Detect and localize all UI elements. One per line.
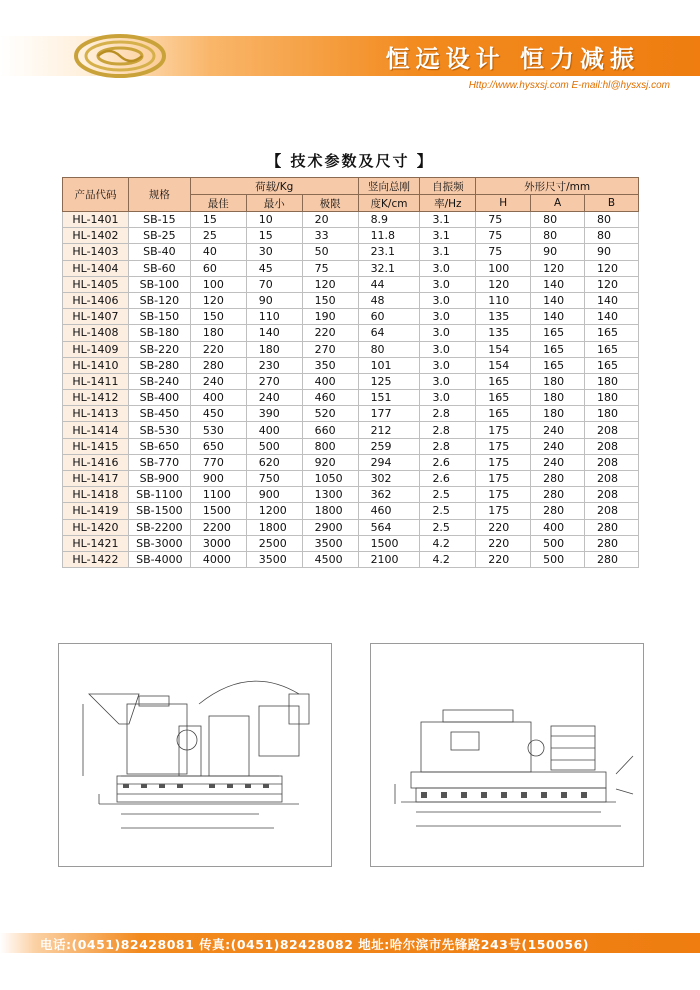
cell-value: 240 bbox=[531, 438, 585, 454]
cell-value: 1300 bbox=[302, 487, 358, 503]
cell-value: 48 bbox=[358, 292, 420, 308]
header-dim-a: A bbox=[531, 195, 585, 212]
cell-value: 280 bbox=[585, 519, 639, 535]
cell-value: 230 bbox=[246, 357, 302, 373]
table-row bbox=[63, 487, 639, 503]
cell-value: 3.1 bbox=[420, 228, 476, 244]
cell-value: 220 bbox=[476, 519, 531, 535]
cell-value: 80 bbox=[531, 212, 585, 228]
cell-value: 32.1 bbox=[358, 260, 420, 276]
cell-value: 10 bbox=[246, 212, 302, 228]
cell-value: 180 bbox=[585, 390, 639, 406]
cell-value: 64 bbox=[358, 325, 420, 341]
cell-code: HL-1417 bbox=[63, 471, 129, 487]
cell-value: 125 bbox=[358, 373, 420, 389]
cell-code: HL-1411 bbox=[63, 373, 129, 389]
cell-value: 280 bbox=[531, 471, 585, 487]
cell-value: 240 bbox=[531, 422, 585, 438]
cell-value: 4.2 bbox=[420, 551, 476, 567]
cell-value: 3.1 bbox=[420, 244, 476, 260]
cell-value: 175 bbox=[476, 471, 531, 487]
cell-value: 2.6 bbox=[420, 471, 476, 487]
cell-value: 208 bbox=[585, 422, 639, 438]
cell-code: HL-1415 bbox=[63, 438, 129, 454]
spec-table-body bbox=[63, 212, 639, 568]
cell-value: 180 bbox=[190, 325, 246, 341]
cell-value: 900 bbox=[246, 487, 302, 503]
cell-code: HL-1419 bbox=[63, 503, 129, 519]
cell-value: 240 bbox=[190, 373, 246, 389]
cell-value: 110 bbox=[476, 292, 531, 308]
cell-value: 154 bbox=[476, 341, 531, 357]
drawing-panel-side bbox=[58, 643, 332, 867]
table-row bbox=[63, 276, 639, 292]
cell-value: 165 bbox=[585, 357, 639, 373]
cell-value: 2.5 bbox=[420, 519, 476, 535]
cell-value: 280 bbox=[190, 357, 246, 373]
cell-value: 140 bbox=[246, 325, 302, 341]
cell-value: 120 bbox=[476, 276, 531, 292]
cell-spec: SB-770 bbox=[128, 454, 190, 470]
cell-value: 220 bbox=[302, 325, 358, 341]
cell-value: 2.8 bbox=[420, 406, 476, 422]
cell-value: 3.0 bbox=[420, 276, 476, 292]
cell-value: 450 bbox=[190, 406, 246, 422]
cell-value: 294 bbox=[358, 454, 420, 470]
header-load-best: 最佳 bbox=[190, 195, 246, 212]
cell-value: 2.8 bbox=[420, 438, 476, 454]
cell-value: 1200 bbox=[246, 503, 302, 519]
cell-value: 1050 bbox=[302, 471, 358, 487]
cell-spec: SB-100 bbox=[128, 276, 190, 292]
table-row bbox=[63, 406, 639, 422]
spec-table bbox=[62, 177, 639, 568]
table-row bbox=[63, 551, 639, 567]
cell-spec: SB-180 bbox=[128, 325, 190, 341]
cell-value: 190 bbox=[302, 309, 358, 325]
table-row bbox=[63, 535, 639, 551]
table-row bbox=[63, 244, 639, 260]
table-row bbox=[63, 341, 639, 357]
cell-value: 220 bbox=[476, 535, 531, 551]
cell-value: 208 bbox=[585, 471, 639, 487]
cell-value: 2.6 bbox=[420, 454, 476, 470]
cell-value: 3500 bbox=[246, 551, 302, 567]
table-row bbox=[63, 503, 639, 519]
cell-code: HL-1407 bbox=[63, 309, 129, 325]
cell-value: 180 bbox=[246, 341, 302, 357]
cell-value: 44 bbox=[358, 276, 420, 292]
table-row bbox=[63, 309, 639, 325]
cell-value: 400 bbox=[190, 390, 246, 406]
cell-value: 280 bbox=[531, 503, 585, 519]
footer-contact: 电话:(0451)82428081 传真:(0451)82428082 地址:哈尔滨市先锋路243号(150056) bbox=[40, 937, 589, 952]
cell-code: HL-1413 bbox=[63, 406, 129, 422]
cell-value: 100 bbox=[190, 276, 246, 292]
cell-value: 3.0 bbox=[420, 325, 476, 341]
cell-value: 90 bbox=[246, 292, 302, 308]
cell-value: 180 bbox=[531, 373, 585, 389]
cell-value: 165 bbox=[476, 406, 531, 422]
table-row bbox=[63, 260, 639, 276]
cell-spec: SB-220 bbox=[128, 341, 190, 357]
cell-value: 259 bbox=[358, 438, 420, 454]
cell-value: 270 bbox=[302, 341, 358, 357]
cell-value: 25 bbox=[190, 228, 246, 244]
header-freq-2: 率/Hz bbox=[420, 195, 476, 212]
cell-value: 140 bbox=[585, 292, 639, 308]
cell-value: 175 bbox=[476, 454, 531, 470]
cell-spec: SB-120 bbox=[128, 292, 190, 308]
table-row bbox=[63, 292, 639, 308]
table-row bbox=[63, 357, 639, 373]
cell-value: 3500 bbox=[302, 535, 358, 551]
cell-value: 208 bbox=[585, 438, 639, 454]
header-dim-b: B bbox=[585, 195, 639, 212]
cell-spec: SB-15 bbox=[128, 212, 190, 228]
cell-code: HL-1405 bbox=[63, 276, 129, 292]
cell-value: 500 bbox=[531, 551, 585, 567]
cell-spec: SB-25 bbox=[128, 228, 190, 244]
cell-value: 4500 bbox=[302, 551, 358, 567]
cell-code: HL-1414 bbox=[63, 422, 129, 438]
cell-value: 80 bbox=[585, 212, 639, 228]
table-row bbox=[63, 471, 639, 487]
cell-code: HL-1412 bbox=[63, 390, 129, 406]
header-load-limit: 极限 bbox=[302, 195, 358, 212]
cell-value: 165 bbox=[585, 341, 639, 357]
cell-value: 175 bbox=[476, 422, 531, 438]
cell-value: 90 bbox=[585, 244, 639, 260]
cell-value: 165 bbox=[531, 341, 585, 357]
company-logo-icon bbox=[72, 32, 168, 80]
cell-spec: SB-4000 bbox=[128, 551, 190, 567]
contact-line: Http://www.hysxsj.com E-mail:hl@hysxsj.com bbox=[468, 80, 670, 91]
cell-value: 135 bbox=[476, 325, 531, 341]
cell-value: 750 bbox=[246, 471, 302, 487]
cell-value: 2.5 bbox=[420, 503, 476, 519]
cell-value: 150 bbox=[190, 309, 246, 325]
cell-value: 208 bbox=[585, 487, 639, 503]
cell-value: 350 bbox=[302, 357, 358, 373]
cell-spec: SB-530 bbox=[128, 422, 190, 438]
cell-value: 154 bbox=[476, 357, 531, 373]
header-stiffness-2: 度K/cm bbox=[358, 195, 420, 212]
cell-value: 75 bbox=[302, 260, 358, 276]
table-row bbox=[63, 212, 639, 228]
cell-value: 500 bbox=[531, 535, 585, 551]
header-spec: 规格 bbox=[128, 178, 190, 212]
cell-value: 650 bbox=[190, 438, 246, 454]
cell-value: 400 bbox=[302, 373, 358, 389]
cell-value: 40 bbox=[190, 244, 246, 260]
cell-value: 3.0 bbox=[420, 309, 476, 325]
cell-value: 165 bbox=[476, 373, 531, 389]
cell-spec: SB-900 bbox=[128, 471, 190, 487]
cell-spec: SB-2200 bbox=[128, 519, 190, 535]
cell-value: 620 bbox=[246, 454, 302, 470]
header-load-min: 最小 bbox=[246, 195, 302, 212]
cell-value: 770 bbox=[190, 454, 246, 470]
cell-value: 150 bbox=[302, 292, 358, 308]
cell-value: 80 bbox=[531, 228, 585, 244]
cell-value: 120 bbox=[302, 276, 358, 292]
cell-value: 80 bbox=[585, 228, 639, 244]
cell-value: 175 bbox=[476, 503, 531, 519]
cell-spec: SB-40 bbox=[128, 244, 190, 260]
cell-value: 2200 bbox=[190, 519, 246, 535]
cell-value: 20 bbox=[302, 212, 358, 228]
cell-spec: SB-1100 bbox=[128, 487, 190, 503]
cell-value: 75 bbox=[476, 212, 531, 228]
cell-value: 1100 bbox=[190, 487, 246, 503]
cell-value: 1800 bbox=[246, 519, 302, 535]
cell-value: 120 bbox=[531, 260, 585, 276]
cell-value: 8.9 bbox=[358, 212, 420, 228]
table-row bbox=[63, 228, 639, 244]
cell-value: 3.0 bbox=[420, 292, 476, 308]
cell-value: 140 bbox=[531, 309, 585, 325]
table-row bbox=[63, 454, 639, 470]
cell-value: 180 bbox=[531, 390, 585, 406]
table-row bbox=[63, 438, 639, 454]
side-elevation-drawing bbox=[59, 644, 331, 866]
cell-value: 460 bbox=[302, 390, 358, 406]
cell-value: 3.0 bbox=[420, 373, 476, 389]
cell-value: 3.0 bbox=[420, 357, 476, 373]
cell-value: 530 bbox=[190, 422, 246, 438]
cell-value: 280 bbox=[585, 551, 639, 567]
cell-value: 280 bbox=[585, 535, 639, 551]
cell-value: 400 bbox=[531, 519, 585, 535]
cell-value: 2100 bbox=[358, 551, 420, 567]
cell-code: HL-1406 bbox=[63, 292, 129, 308]
cell-value: 11.8 bbox=[358, 228, 420, 244]
cell-spec: SB-150 bbox=[128, 309, 190, 325]
cell-value: 175 bbox=[476, 438, 531, 454]
cell-value: 3000 bbox=[190, 535, 246, 551]
cell-code: HL-1408 bbox=[63, 325, 129, 341]
table-row bbox=[63, 325, 639, 341]
cell-code: HL-1420 bbox=[63, 519, 129, 535]
cell-spec: SB-450 bbox=[128, 406, 190, 422]
cell-value: 165 bbox=[476, 390, 531, 406]
cell-value: 1800 bbox=[302, 503, 358, 519]
cell-value: 135 bbox=[476, 309, 531, 325]
cell-value: 208 bbox=[585, 503, 639, 519]
cell-value: 362 bbox=[358, 487, 420, 503]
cell-value: 660 bbox=[302, 422, 358, 438]
table-row bbox=[63, 373, 639, 389]
front-elevation-drawing bbox=[371, 644, 643, 866]
cell-value: 270 bbox=[246, 373, 302, 389]
cell-value: 220 bbox=[476, 551, 531, 567]
cell-value: 564 bbox=[358, 519, 420, 535]
cell-spec: SB-1500 bbox=[128, 503, 190, 519]
cell-value: 177 bbox=[358, 406, 420, 422]
cell-value: 180 bbox=[585, 406, 639, 422]
cell-value: 151 bbox=[358, 390, 420, 406]
cell-value: 15 bbox=[190, 212, 246, 228]
header-code: 产品代码 bbox=[63, 178, 129, 212]
cell-value: 2.5 bbox=[420, 487, 476, 503]
cell-value: 2500 bbox=[246, 535, 302, 551]
cell-value: 2.8 bbox=[420, 422, 476, 438]
cell-value: 280 bbox=[531, 487, 585, 503]
cell-value: 100 bbox=[476, 260, 531, 276]
cell-value: 80 bbox=[358, 341, 420, 357]
cell-value: 23.1 bbox=[358, 244, 420, 260]
cell-value: 75 bbox=[476, 244, 531, 260]
cell-value: 140 bbox=[531, 276, 585, 292]
cell-value: 110 bbox=[246, 309, 302, 325]
cell-value: 2900 bbox=[302, 519, 358, 535]
cell-value: 120 bbox=[585, 260, 639, 276]
cell-value: 15 bbox=[246, 228, 302, 244]
cell-value: 800 bbox=[302, 438, 358, 454]
header-load: 荷载/Kg bbox=[190, 178, 358, 195]
cell-value: 33 bbox=[302, 228, 358, 244]
slogan: 恒远设计 恒力减振 bbox=[385, 45, 640, 73]
cell-value: 400 bbox=[246, 422, 302, 438]
drawing-panel-front bbox=[370, 643, 644, 867]
table-row bbox=[63, 519, 639, 535]
cell-value: 120 bbox=[585, 276, 639, 292]
cell-value: 60 bbox=[358, 309, 420, 325]
cell-code: HL-1409 bbox=[63, 341, 129, 357]
cell-value: 390 bbox=[246, 406, 302, 422]
cell-value: 140 bbox=[585, 309, 639, 325]
cell-spec: SB-650 bbox=[128, 438, 190, 454]
cell-value: 1500 bbox=[358, 535, 420, 551]
cell-value: 302 bbox=[358, 471, 420, 487]
cell-spec: SB-400 bbox=[128, 390, 190, 406]
cell-value: 30 bbox=[246, 244, 302, 260]
cell-spec: SB-3000 bbox=[128, 535, 190, 551]
cell-value: 3.0 bbox=[420, 260, 476, 276]
cell-code: HL-1418 bbox=[63, 487, 129, 503]
cell-value: 70 bbox=[246, 276, 302, 292]
cell-code: HL-1421 bbox=[63, 535, 129, 551]
cell-value: 240 bbox=[246, 390, 302, 406]
cell-value: 101 bbox=[358, 357, 420, 373]
cell-code: HL-1416 bbox=[63, 454, 129, 470]
cell-value: 500 bbox=[246, 438, 302, 454]
cell-code: HL-1422 bbox=[63, 551, 129, 567]
cell-value: 3.0 bbox=[420, 390, 476, 406]
cell-value: 165 bbox=[585, 325, 639, 341]
cell-value: 140 bbox=[531, 292, 585, 308]
cell-value: 165 bbox=[531, 325, 585, 341]
cell-code: HL-1403 bbox=[63, 244, 129, 260]
header-dim-h: H bbox=[476, 195, 531, 212]
cell-value: 208 bbox=[585, 454, 639, 470]
cell-spec: SB-280 bbox=[128, 357, 190, 373]
cell-value: 920 bbox=[302, 454, 358, 470]
cell-value: 220 bbox=[190, 341, 246, 357]
cell-value: 75 bbox=[476, 228, 531, 244]
cell-value: 180 bbox=[585, 373, 639, 389]
table-title: 【 技术参数及尺寸 】 bbox=[266, 152, 434, 170]
cell-value: 180 bbox=[531, 406, 585, 422]
cell-value: 460 bbox=[358, 503, 420, 519]
header-dims: 外形尺寸/mm bbox=[476, 178, 639, 195]
cell-value: 60 bbox=[190, 260, 246, 276]
cell-value: 3.1 bbox=[420, 212, 476, 228]
cell-value: 1500 bbox=[190, 503, 246, 519]
table-row bbox=[63, 390, 639, 406]
cell-value: 120 bbox=[190, 292, 246, 308]
cell-value: 520 bbox=[302, 406, 358, 422]
table-row bbox=[63, 422, 639, 438]
cell-value: 90 bbox=[531, 244, 585, 260]
cell-value: 212 bbox=[358, 422, 420, 438]
header-stiffness-1: 竖向总刚 bbox=[358, 178, 420, 195]
cell-value: 50 bbox=[302, 244, 358, 260]
cell-code: HL-1410 bbox=[63, 357, 129, 373]
cell-spec: SB-240 bbox=[128, 373, 190, 389]
cell-value: 4.2 bbox=[420, 535, 476, 551]
cell-value: 165 bbox=[531, 357, 585, 373]
header-freq-1: 自振频 bbox=[420, 178, 476, 195]
cell-value: 45 bbox=[246, 260, 302, 276]
cell-code: HL-1404 bbox=[63, 260, 129, 276]
cell-value: 175 bbox=[476, 487, 531, 503]
cell-value: 900 bbox=[190, 471, 246, 487]
cell-value: 240 bbox=[531, 454, 585, 470]
cell-code: HL-1401 bbox=[63, 212, 129, 228]
cell-value: 4000 bbox=[190, 551, 246, 567]
cell-code: HL-1402 bbox=[63, 228, 129, 244]
cell-spec: SB-60 bbox=[128, 260, 190, 276]
cell-value: 3.0 bbox=[420, 341, 476, 357]
